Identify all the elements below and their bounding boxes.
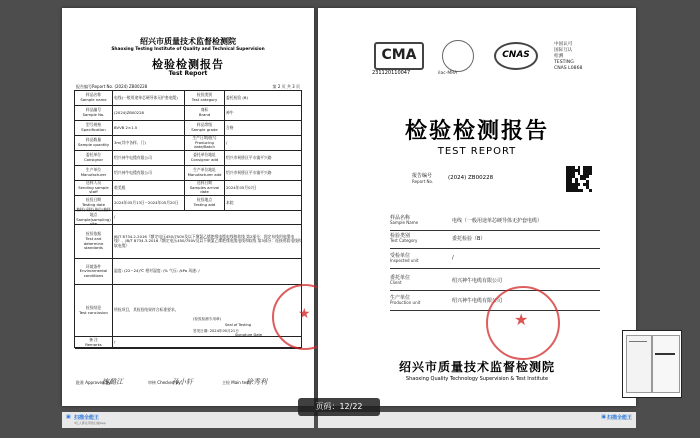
row-label: 样品等级 Sample grade [185,121,225,135]
info-row [390,214,600,231]
remarks-row-value: / [114,339,116,345]
checker-signature: 孙小轩 [172,378,193,386]
environment-row-label: 环境条件 Environmental conditions [75,259,113,284]
row-label: 生产单位 Manufacturer [75,166,113,180]
row-label: 样品编号 Sample No. [75,106,113,120]
checked-by-label: 审核 Checked by: [148,380,182,385]
scanner-app-sub: 3亿人都在用的扫描App [74,421,106,425]
info-value: 绍兴神牛电缆有限公司 [452,278,503,284]
conclusion-row [75,285,301,337]
report-page-right [318,8,636,406]
ilac-mra-label: ilac-MRA [438,71,458,76]
cnas-number: CNAS L0868 [554,66,583,71]
cnas-text [554,42,582,72]
table-row [75,136,301,151]
row-label: 检验类别 Test category [185,91,225,105]
environment-row-value: 温度: (22~24)℃ 相对湿度: /% 气压: /kPa 风速: / [114,268,200,274]
seal-star-icon-right: ★ [514,310,529,329]
standard-row [75,225,301,259]
institute-name-en: Shaoxing Testing Institute of Quality and Technical Supervision [111,47,265,52]
row-label: 样品数量 Sample quantity [75,136,113,150]
table-row [75,106,301,121]
row-value: 本院 [226,199,234,205]
qr-code-icon [566,166,592,192]
scanner-app-name: 扫描全能王 [74,415,100,421]
seal-en: Seal of Testing [225,323,252,327]
ilac-mra-logo-icon [442,40,474,72]
scanner-app-name-right: 扫描全能王 [606,415,632,421]
issue-date: 签发日期: 2024年05月21日 [193,329,239,333]
row-value: 2024年05月07日 [226,184,257,190]
row-value: BVVB 2×1.5 [113,121,185,135]
cma-number: 231120110047 [372,70,411,76]
info-label-cn: 受检单位 [390,253,411,259]
page-number: 第 2 页 共 3 页 [272,84,300,89]
info-label-cn: 样品名称 [390,215,411,221]
sampling-row-value: / [114,214,116,220]
table-row [75,166,301,181]
row-value: 电线(一般用途单芯硬导体无护套电缆) [113,91,185,105]
row-value: (2024)ZB00228 [113,106,185,120]
row-value: 绍兴神牛电缆有限公司 [113,151,185,165]
report-title-cn: 检验检测报告 [404,118,549,144]
info-label-en: Production unit [390,300,421,305]
row-label: 生产单位地址 Manufacturer add [185,166,225,180]
row-value: 合格 [226,124,234,130]
row-label: 样品名称 Sample name [75,91,113,105]
conclusion-row-label: 检验结论 Test conclusion [75,285,113,336]
info-label-en: Test Category [390,238,418,243]
info-label-cn: 检验类别 [390,233,411,239]
report-title-en: TEST REPORT [437,146,517,157]
row-label: 委托单位 Consignor [75,151,113,165]
report-table [74,90,302,348]
row-value: 神牛 [226,109,234,115]
report-no-label-cn: 报告编号 [412,173,433,179]
row-value: 2024年05月13日~2024年05月20日 [113,196,185,210]
info-label-en: Inspected unit [390,258,419,263]
footer-left [62,412,314,428]
standard-row-label: 检验依据 Test and determine standards [75,225,113,258]
row-label: 送样人员 Sending sample staff [75,181,113,195]
info-label-en: Sample Name [390,220,419,225]
info-row [390,274,600,291]
remarks-row-label: 备 注 Remarks [75,337,113,348]
row-label: 商标 Brand [185,106,225,120]
institute-name-en: Shaoxing Quality Technology Supervision & Test Institute [405,376,549,382]
info-value: / [452,255,454,261]
report-no-label-en: Report No. [412,179,434,184]
row-value: 绍兴神牛电缆有限公司 [113,166,185,180]
row-value: 绍兴市柯桥区平水镇平兴路 [226,169,272,175]
report-no-value: (2024) ZB00228 [448,175,494,181]
seal-star-icon: ★ [298,306,311,322]
sampling-row [75,207,301,227]
cma-logo-icon: CMA [374,42,424,70]
table-row [75,121,301,136]
approved-by-label: 批准 Approved by: [76,380,112,385]
info-value: 电线（一般用途单芯硬导体无护套电缆） [452,218,543,224]
institute-name-cn: 绍兴市质量技术监督检测院 [398,360,555,374]
row-value: / [226,139,228,145]
report-title-cn: 检验检测报告 [152,58,224,71]
approver-signature: 施璐江 [102,378,123,386]
conclusion-row-value: 所检项目，其检验结果符合标准要求。 [114,307,179,313]
row-label: 检验地点 Testing add [185,196,225,210]
cnas-cn2: 国际互认 [554,48,573,53]
row-value: 裘美根 [113,181,185,195]
info-row [390,252,600,269]
report-page-left [62,8,314,406]
table-row [75,151,301,166]
row-label: 型号规格 Specification [75,121,113,135]
report-title-en: Test Report [168,70,208,77]
row-value: 3m(其中各样、门) [113,136,185,150]
row-value: 绍兴市柯桥区平水镇平兴路 [226,154,272,160]
main-test-label: 主检 Main test: [222,380,252,385]
row-label: 生产日期/批号 Producing date/Batch [185,136,225,150]
table-row [75,181,301,196]
cnas-cn1: 中国认可 [554,42,573,47]
standard-row-value: JB/T 8734.2-2016《额定电压450/750V及以下聚氯乙烯绝缘电缆电线和软线 第2部分：固定布线用电缆电线》、JB/T 8734.3-2016《额定电压450/750V及以下聚氯乙烯绝缘电缆电线和软线 第3部分：连接用软电线和软电缆》 [114,233,302,248]
scanner-logo-icon-right: ▣ [601,414,606,420]
row-label: 检验日期 Testing date [75,196,113,210]
remarks-row [75,337,301,349]
cnas-logo-icon: CNAS [494,42,538,70]
info-row [390,232,600,249]
row-value: 委托检验 (B) [226,94,248,100]
page-thumbnail[interactable] [622,330,682,398]
scanner-logo-icon: ▣ [66,414,71,420]
signature-date: Signature Date [235,333,263,337]
info-label-cn: 生产单位 [390,295,411,301]
info-value: 委托检验（B） [452,236,486,242]
info-value: 绍兴神牛电缆有限公司 [452,298,503,304]
row-label: 委托单位地址 Consignor add [185,151,225,165]
page-indicator: 页码：12/22 [298,398,380,416]
cnas-en: TESTING [554,60,574,65]
institute-name-cn: 绍兴市质量技术监督检测院 [140,36,236,46]
main-tester-signature: 徐秀利 [246,378,267,386]
info-label-en: Client [390,280,402,285]
stamp-note: (检验检测专用章) [193,317,221,321]
row-label: 送样日期 Samples arrival date [185,181,225,195]
info-label-cn: 委托单位 [390,275,411,281]
cnas-cn3: 检测 [554,54,564,59]
table-row [75,91,301,106]
environment-row [75,259,301,285]
sampling-row-label: 抽样(采样)单位/抽样地点 Sample(sampling) site [75,211,113,224]
report-number: 报告编号Report No. (2024) ZB00228 [76,84,148,89]
